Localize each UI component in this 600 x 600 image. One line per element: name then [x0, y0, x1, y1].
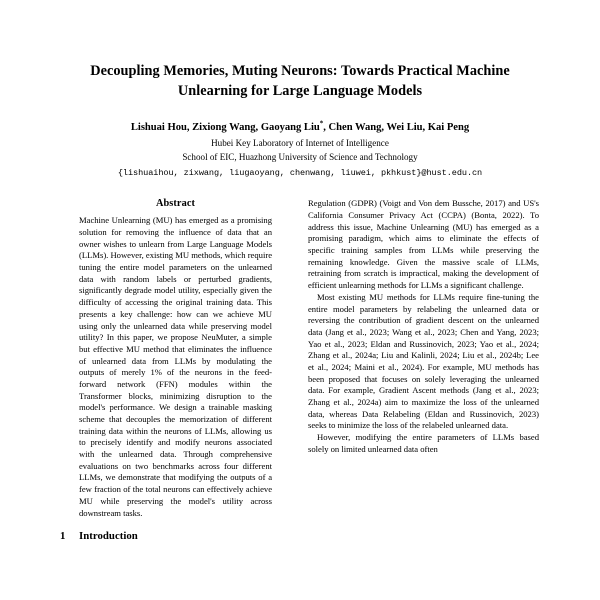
intro-paragraph-2: Most existing MU methods for LLMs require fine-tuning the entire model parameters by relabeling the unlearned data or reversing the contribution of gradient descent on the unlearned data (Jang et al., 2023; Wang et al., 2023; Chen and Yang, 2023; Yao et al., 2023; Eldan and Russinovich, 2023; Yao et al., 2024; Zhang et al., 2024a; Liu and Kalinli, 2024; Liu et al., 2024b; Lee et al., 2024; Maini et al., 2024). For example, MU methods has been proposed that focuses on solely leveraging the unlearned data. For example, Gradient Ascent methods (Jang et al., 2023; Zhang et al., 2024a) aim to maximize the loss of the unlearned data, whereas Data Relabeling (Eldan and Russinovich, 2023) seeks to minimize the loss of the relabeled unlearned data. — [308, 291, 539, 431]
left-column — [60, 198, 291, 542]
right-column — [308, 198, 539, 542]
corresponding-author-marker: * — [319, 119, 324, 128]
section-number: 1 — [60, 530, 66, 543]
author-block — [60, 121, 540, 179]
author-list — [60, 121, 540, 135]
abstract-section — [60, 198, 291, 519]
intro-paragraph-3: However, modifying the entire parameters of LLMs based solely on limited unlearned data often — [308, 432, 539, 454]
author-names-prefix: Lishuai Hou, Zixiong Wang, Gaoyang Liu — [130, 122, 320, 134]
two-column-body — [60, 198, 540, 542]
affiliation-line-2: School of EIC, Huazhong University of Science and Technology — [182, 151, 418, 162]
author-emails: {lishuaihou, zixwang, liugaoyang, chenwang, liuwei, pkhkust}@hust.edu.cn — [117, 167, 483, 178]
section-title: Introduction — [79, 530, 138, 543]
author-names-suffix: , Chen Wang, Wei Liu, Kai Peng — [323, 122, 470, 134]
affiliation-line-1: Hubei Key Laboratory of Internet of Intelligence — [211, 137, 389, 148]
section-heading-introduction — [60, 530, 291, 542]
page-title: Decoupling Memories, Muting Neurons: Towards Practical Machine Unlearning for Large Language Models — [90, 63, 510, 99]
intro-paragraph-1: Regulation (GDPR) (Voigt and Von dem Bussche, 2017) and US's California Consumer Privacy Act (CCPA) (Bonta, 2022). To address this issue, Machine Unlearning (MU) has emerged as a promising paradigm, which aims to eliminate the effects of specific training samples from LLMs while preserving the remaining knowledge. Given the massive scale of LLMs, retraining from scratch is impractical, making the development of efficient unlearning methods for LLMs a significant challenge. — [308, 198, 539, 291]
title-block — [60, 0, 540, 101]
abstract-text: Machine Unlearning (MU) has emerged as a promising solution for removing the influence of data that an owner wishes to unlearn from Large Language Models (LLMs). However, existing MU methods, which require tuning the entire model parameters on the unlearned data with random labels or perturbed gradients, significantly degrade model utility, especially given the difficulty of accessing the original training data. This presents a key challenge: how can we achieve MU using only the unlearned data while preserving model utility? In this paper, we propose NeuMuter, a simple but effective MU method that eliminates the influence of unlearned data from LLMs by modulating the outputs of merely 1% of the neurons in the feed-forward network (FFN) modules within the Transformer blocks, minimizing disruption to the model's performance. We design a trainable masking scheme that decouples the memorization of different training data within the neurons of LLMs, allowing us to precisely identify and modify neurons associated with the unlearned data. Through comprehensive evaluations on two benchmarks across four different LLMs, we demonstrate that modifying the outputs of a few fraction of the total neurons can effectively achieve MU while preserving the model's utility across downstream tasks. — [79, 215, 272, 518]
abstract-heading: Abstract — [155, 198, 196, 210]
